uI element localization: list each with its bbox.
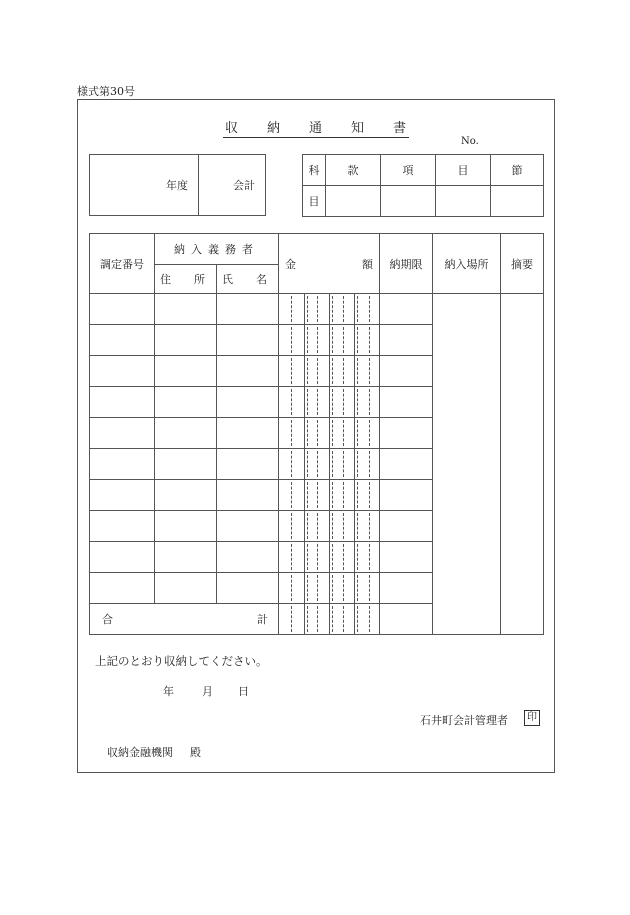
year-label: 年度 — [90, 155, 199, 216]
due-date-cell — [380, 449, 433, 480]
header-place: 納入場所 — [433, 234, 501, 294]
fiscal-year-box — [89, 154, 266, 216]
address-cell — [155, 511, 217, 542]
name-cell — [217, 511, 279, 542]
name-cell — [217, 573, 279, 604]
assessment-no-cell — [90, 511, 155, 542]
assessment-no-cell — [90, 449, 155, 480]
collection-table — [89, 233, 544, 635]
name-cell — [217, 294, 279, 325]
assessment-no-cell — [90, 387, 155, 418]
total-due-date-cell — [380, 604, 433, 635]
address-cell — [155, 573, 217, 604]
amount-cell — [279, 418, 380, 449]
form-title-text: 収 納 通 知 書 — [224, 121, 407, 136]
address-cell — [155, 325, 217, 356]
due-date-cell — [380, 480, 433, 511]
address-cell — [155, 449, 217, 480]
amount-cell — [279, 356, 380, 387]
assessment-no-cell — [90, 294, 155, 325]
header-remarks: 摘要 — [501, 234, 544, 294]
due-date-cell — [380, 294, 433, 325]
due-date-cell — [380, 418, 433, 449]
date-month-label: 月 — [202, 685, 213, 698]
address-cell — [155, 418, 217, 449]
header-payer: 納入義務者 — [155, 234, 279, 265]
remarks-cell — [501, 294, 544, 635]
account-label: 会計 — [199, 155, 266, 216]
address-cell — [155, 542, 217, 573]
category-moku-cell — [436, 186, 491, 217]
name-cell — [217, 480, 279, 511]
due-date-cell — [380, 325, 433, 356]
category-moku-label: 目 — [303, 186, 326, 217]
total-label — [90, 604, 279, 635]
category-kan-cell — [326, 186, 381, 217]
category-ka-label: 科 — [303, 155, 326, 186]
total-label-left: 合 — [102, 613, 113, 626]
name-cell — [217, 418, 279, 449]
assessment-no-cell — [90, 480, 155, 511]
category-kou-header: 項 — [381, 155, 436, 186]
form-title — [77, 117, 555, 136]
category-kan-header: 款 — [326, 155, 381, 186]
address-cell — [155, 480, 217, 511]
number-label: No. — [461, 136, 479, 147]
amount-cell — [279, 449, 380, 480]
amount-cell — [279, 294, 380, 325]
assessment-no-cell — [90, 418, 155, 449]
total-amount-cell — [279, 604, 380, 635]
due-date-cell — [380, 542, 433, 573]
assessment-no-cell — [90, 356, 155, 387]
budget-category-box — [302, 154, 544, 217]
table-row — [90, 294, 544, 325]
address-cell — [155, 356, 217, 387]
header-amount — [279, 234, 380, 294]
total-label-right: 計 — [257, 613, 268, 626]
category-setsu-header: 節 — [491, 155, 544, 186]
amount-cell — [279, 573, 380, 604]
due-date-cell — [380, 511, 433, 542]
date-year-label: 年 — [163, 685, 174, 698]
category-setsu-cell — [491, 186, 544, 217]
form-number: 様式第30号 — [77, 85, 135, 98]
assessment-no-cell — [90, 542, 155, 573]
name-cell — [217, 356, 279, 387]
header-name: 氏 名 — [217, 265, 279, 294]
date-day-label: 日 — [238, 685, 249, 698]
name-cell — [217, 387, 279, 418]
name-cell — [217, 449, 279, 480]
bank-honorific: 殿 — [190, 746, 201, 759]
category-kou-cell — [381, 186, 436, 217]
header-amount-left: 金 — [285, 257, 296, 271]
place-cell — [433, 294, 501, 635]
due-date-cell — [380, 573, 433, 604]
amount-cell — [279, 387, 380, 418]
amount-cell — [279, 325, 380, 356]
address-cell — [155, 387, 217, 418]
amount-cell — [279, 542, 380, 573]
header-address: 住 所 — [155, 265, 217, 294]
bank-label: 収納金融機関 — [107, 746, 173, 759]
header-due-date: 納期限 — [380, 234, 433, 294]
manager-title: 石井町会計管理者 — [420, 714, 508, 727]
assessment-no-cell — [90, 573, 155, 604]
name-cell — [217, 542, 279, 573]
category-moku-header: 目 — [436, 155, 491, 186]
address-cell — [155, 294, 217, 325]
name-cell — [217, 325, 279, 356]
amount-cell — [279, 480, 380, 511]
header-amount-right: 額 — [362, 257, 373, 271]
due-date-cell — [380, 387, 433, 418]
due-date-cell — [380, 356, 433, 387]
seal-mark: 印 — [524, 710, 540, 726]
assessment-no-cell — [90, 325, 155, 356]
instruction-text: 上記のとおり収納してください。 — [95, 654, 268, 668]
header-assessment-no: 調定番号 — [90, 234, 155, 294]
amount-cell — [279, 511, 380, 542]
